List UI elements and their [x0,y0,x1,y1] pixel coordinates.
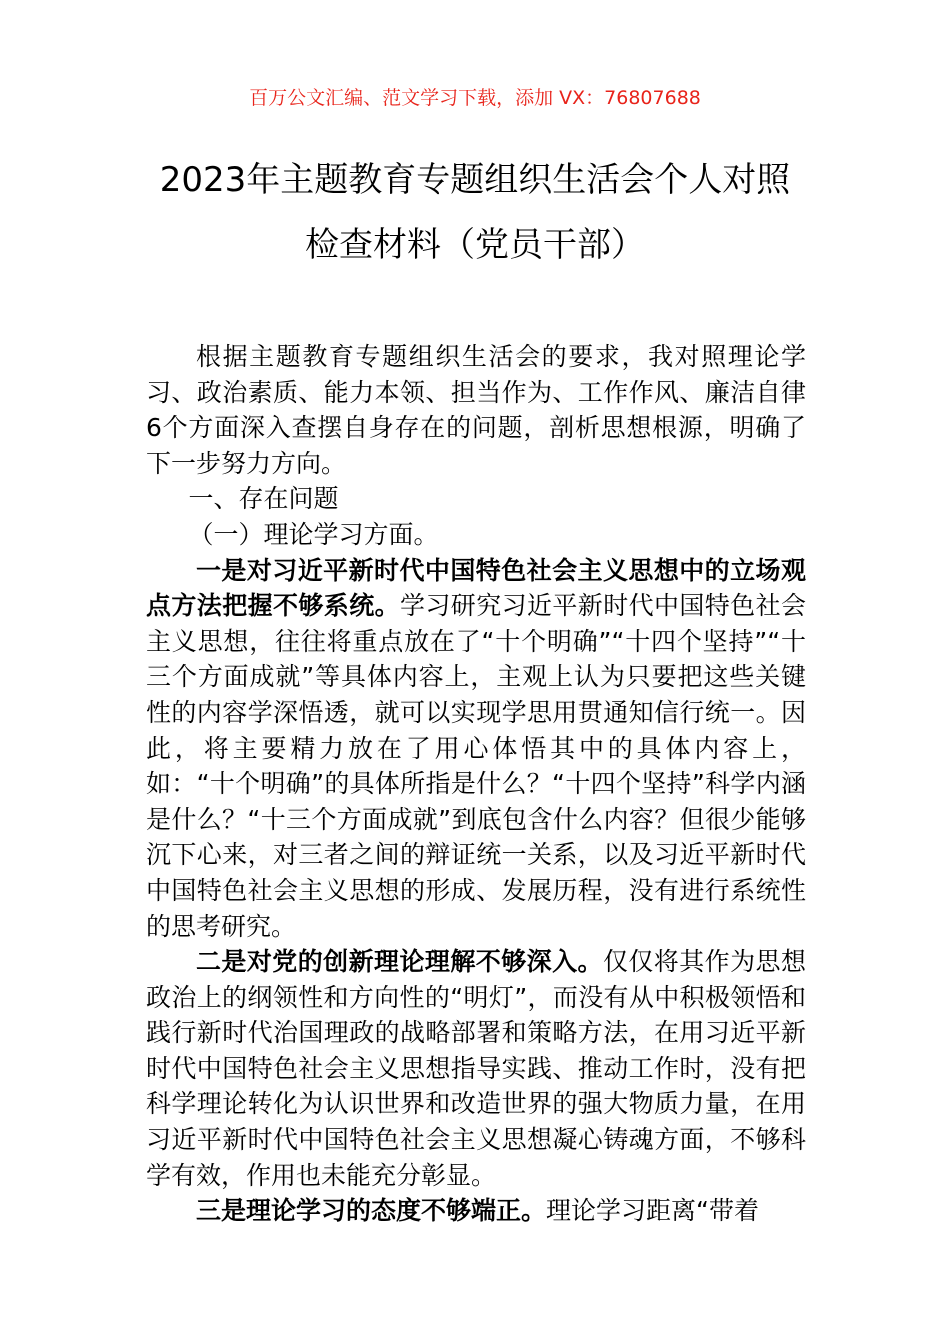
document-title-line-1: 2023年主题教育专题组织生活会个人对照 [159,160,791,200]
point-2-paragraph [146,944,806,1193]
point-2-lead: 二是对党的创新理论理解不够深入。 [196,947,603,977]
point-1-paragraph [146,553,806,945]
point-3-text: 理论学习距离“带着 [546,1196,759,1226]
document-title-line-2: 检查材料（党员干部） [305,225,645,265]
point-3-paragraph [146,1193,806,1229]
section-heading: 一、存在问题 [188,484,339,514]
subsection-heading: （一）理论学习方面。 [188,519,439,549]
watermark-banner: 百万公文汇编、范文学习下载，添加 VX：76807688 [249,87,701,109]
intro-paragraph: 根据主题教育专题组织生活会的要求，我对照理论学习、政治素质、能力本领、担当作为、工作作风、廉洁自律6个方面深入查摆自身存在的问题，剖析思想根源，明确了下一步努力方向。 [146,342,806,478]
point-1-lead: 一是对习近平新时代中国特色社会主义思想中的立场观点方法把握不够系统。 [146,555,806,621]
point-1-text: 学习研究习近平新时代中国特色社会主义思想，往往将重点放在了“十个明确”“十四个坚持”“十三个方面成就”等具体内容上，主观上认为只要把这些关键性的内容学深悟透，就可以实现学思用贯通知信行统一。因此，将主要精力放在了用心体悟其中的具体内容上，如：“十个明确”的具体所指是什么？“十四个坚持”科学内涵是什么？“十三个方面成就”到底包含什么内容？但很少能够沉下心来，对三者之间的辩证统一关系，以及习近平新时代中国特色社会主义思想的形成、发展历程，没有进行系统性的思考研究。 [146,591,806,941]
document-body [146,339,806,1229]
point-3-lead: 三是理论学习的态度不够端正。 [196,1196,547,1226]
point-2-text: 仅仅将其作为思想政治上的纲领性和方向性的“明灯”，而没有从中积极领悟和践行新时代治国理政的战略部署和策略方法，在用习近平新时代中国特色社会主义思想指导实践、推动工作时，没有把科学理论转化为认识世界和改造世界的强大物质力量，在用习近平新时代中国特色社会主义思想凝心铸魂方面，不够科学有效，作用也未能充分彰显。 [146,947,806,1190]
